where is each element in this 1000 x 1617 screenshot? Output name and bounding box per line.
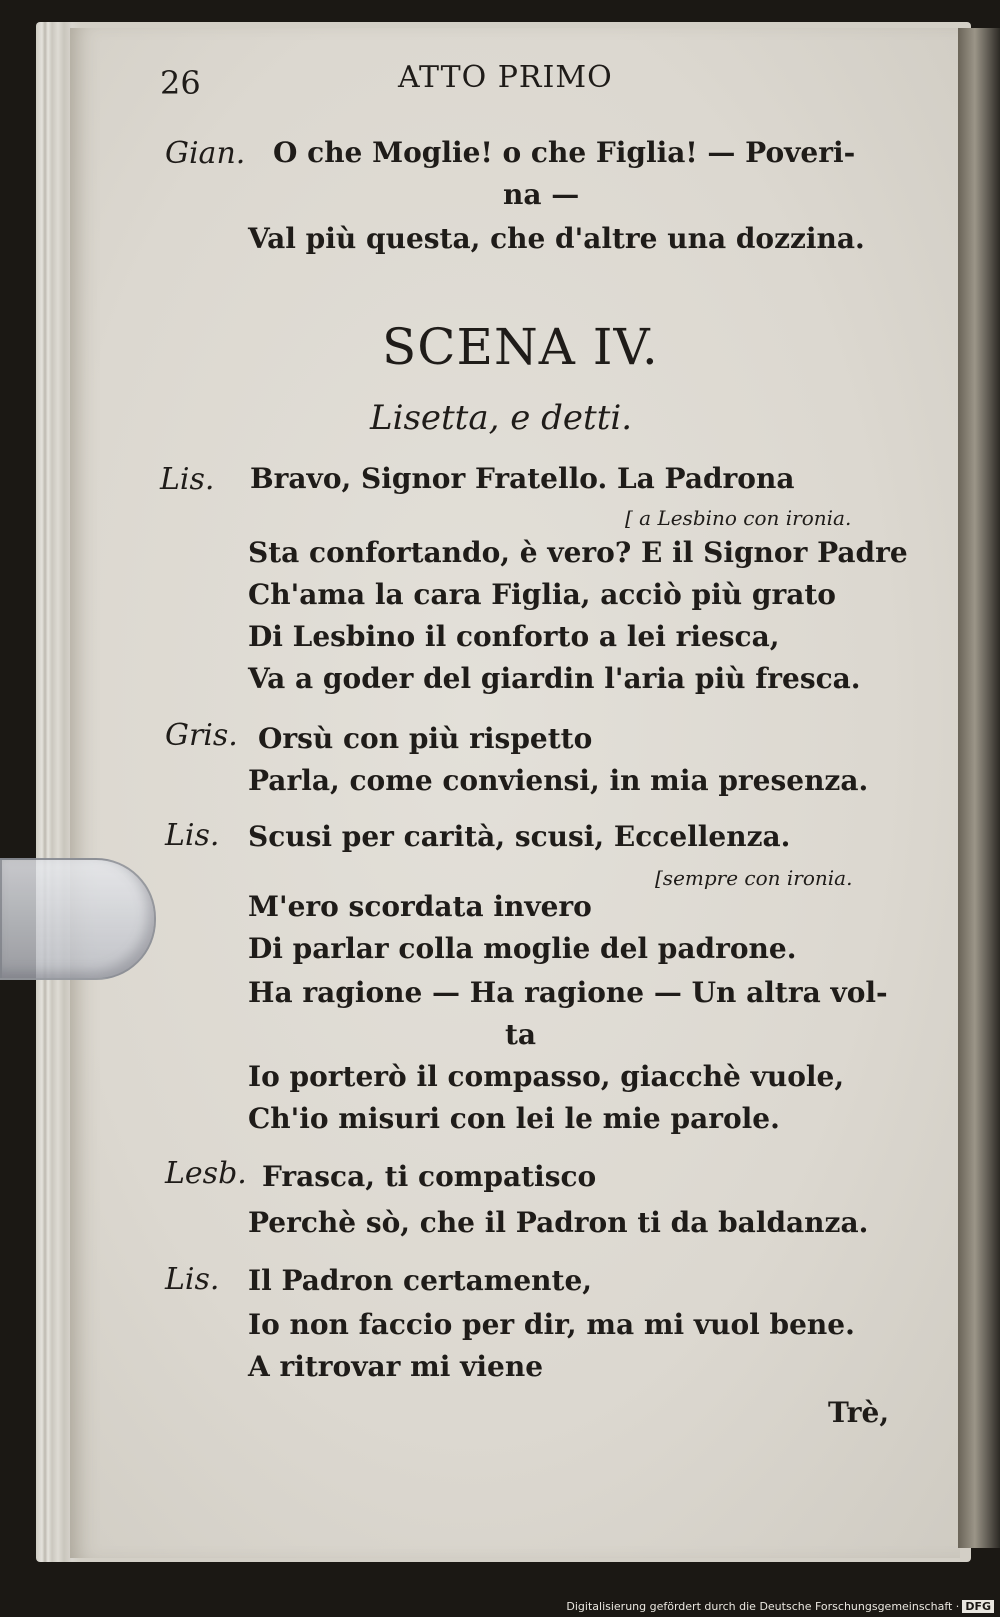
speaker-lis: Lis. [165,1262,220,1297]
stage-direction: [ a Lesbino con ironia. [625,506,852,530]
verse-line: Val più questa, che d'altre una dozzina. [248,222,865,255]
verse-line: Bravo, Signor Fratello. La Padrona [250,462,795,495]
verse-line: A ritrovar mi viene [248,1350,544,1383]
verse-line: Parla, come conviensi, in mia presenza. [248,764,869,797]
scene-cast: Lisetta, e detti. [370,398,633,438]
page-clip [0,858,156,980]
verse-line: Ha ragione — Ha ragione — Un altra vol- [248,976,888,1009]
speaker-gian: Gian. [165,136,246,171]
verse-line: Io porterò il compasso, giacchè vuole, [248,1060,845,1093]
scene-title: SCENA IV. [382,318,659,376]
verse-line: Di parlar colla moglie del padrone. [248,932,797,965]
verse-line: Frasca, ti compatisco [262,1160,597,1193]
verse-line: Va a goder del giardin l'aria più fresca. [248,662,861,695]
digitization-credit [566,1600,994,1613]
speaker-lis: Lis. [165,818,220,853]
verse-line: Il Padron certamente, [248,1264,593,1297]
speaker-lis: Lis. [160,462,215,497]
verse-line: Orsù con più rispetto [258,722,593,755]
verse-line: M'ero scordata invero [248,890,592,923]
page-number: 26 [160,64,201,102]
verse-line: Di Lesbino il conforto a lei riesca, [248,620,780,653]
verse-line: Ch'io misuri con lei le mie parole. [248,1102,780,1135]
catchword: Trè, [828,1396,890,1429]
verse-line: Perchè sò, che il Padron ti da baldanza. [248,1206,869,1239]
verse-line: ta [505,1018,537,1051]
dfg-logo: DFG [962,1600,994,1613]
stage-direction: [sempre con ironia. [655,866,853,890]
verse-line: na — [503,178,580,211]
speaker-lesb: Lesb. [165,1156,247,1191]
credit-text: Digitalisierung gefördert durch die Deutsche Forschungsgemeinschaft · [566,1600,960,1613]
verse-line: Io non faccio per dir, ma mi vuol bene. [248,1308,855,1341]
running-head: ATTO PRIMO [398,60,613,95]
speaker-gris: Gris. [165,718,238,753]
verse-line: Scusi per carità, scusi, Eccellenza. [248,820,791,853]
verse-line: O che Moglie! o che Figlia! — Poveri- [273,136,856,169]
book-gutter [958,28,1000,1548]
verse-line: Sta confortando, è vero? E il Signor Padre [248,536,908,569]
verse-line: Ch'ama la cara Figlia, acciò più grato [248,578,836,611]
